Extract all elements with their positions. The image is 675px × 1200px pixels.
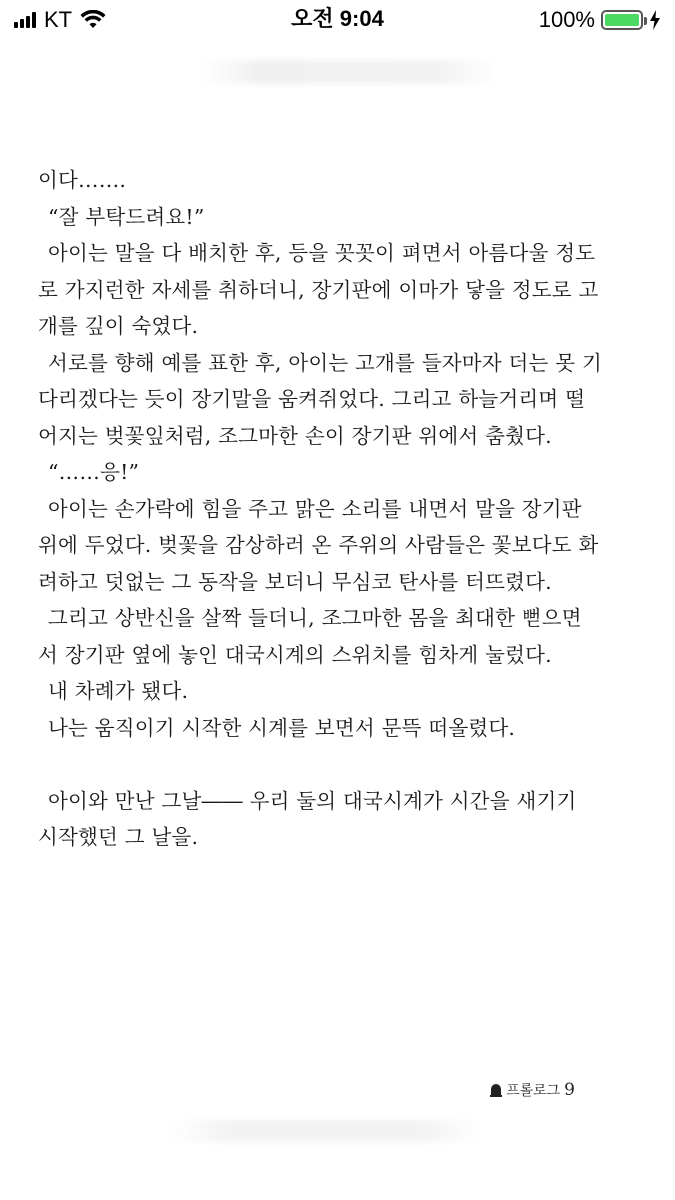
text-line: 위에 두었다. 벚꽃을 감상하러 온 주위의 사람들은 꽃보다도 화 bbox=[38, 533, 599, 557]
battery-nub bbox=[644, 17, 647, 25]
text-line: 내 차례가 됐다. bbox=[48, 679, 189, 703]
page-footer bbox=[490, 1080, 575, 1100]
text-line: “……응!” bbox=[48, 460, 140, 484]
text-line: 시작했던 그 날을. bbox=[38, 825, 199, 849]
text-line: 아이는 손가락에 힘을 주고 맑은 소리를 내면서 말을 장기판 bbox=[48, 496, 582, 521]
bleed-through-footer bbox=[170, 1120, 480, 1142]
text-line: 개를 깊이 숙였다. bbox=[38, 314, 199, 338]
status-bar bbox=[0, 0, 675, 40]
charging-bolt-icon bbox=[649, 10, 661, 30]
book-icon bbox=[490, 1083, 502, 1097]
text-line: “잘 부탁드려요!” bbox=[48, 204, 205, 229]
carrier-label: KT bbox=[44, 7, 73, 32]
text-line: 나는 움직이기 시작한 시계를 보면서 문뜩 떠올렸다. bbox=[48, 715, 516, 740]
text-line: 아이와 만난 그날―― 우리 둘의 대국시계가 시간을 새기기 bbox=[48, 788, 577, 813]
blank-line bbox=[38, 746, 638, 783]
text-line: 다리겠다는 듯이 장기말을 움켜쥐었다. 그리고 하늘거리며 떨 bbox=[38, 387, 586, 411]
text-line: 서로를 향해 예를 표한 후, 아이는 고개를 들자마자 더는 못 기 bbox=[48, 350, 602, 375]
battery-fill bbox=[605, 14, 639, 26]
text-line: 그리고 상반신을 살짝 들더니, 조그마한 몸을 최대한 뻗으면 bbox=[48, 606, 582, 630]
text-line: 려하고 덧없는 그 동작을 보더니 무심코 탄사를 터뜨렸다. bbox=[38, 569, 552, 594]
footer-section-title: 프롤로그 bbox=[506, 1083, 561, 1099]
text-line: 로 가지런한 자세를 취하더니, 장기판에 이마가 닿을 정도로 고 bbox=[38, 277, 599, 302]
battery-percent: 100% bbox=[538, 7, 595, 32]
text-line: 어지는 벚꽃잎처럼, 조그마한 손이 장기판 위에서 춤췄다. bbox=[38, 423, 552, 448]
bleed-through-header bbox=[200, 60, 500, 84]
book-page-text bbox=[38, 162, 638, 856]
status-time: 오전 9:04 bbox=[291, 6, 384, 31]
text-line: 서 장기판 옆에 놓인 대국시계의 스위치를 힘차게 눌렀다. bbox=[38, 642, 552, 667]
battery-icon bbox=[601, 10, 643, 30]
text-line: 아이는 말을 다 배치한 후, 등을 꼿꼿이 펴면서 아름다울 정도 bbox=[48, 241, 596, 265]
text-line: 이다……. bbox=[38, 168, 127, 192]
page-number: 9 bbox=[564, 1080, 575, 1100]
status-right bbox=[539, 8, 661, 32]
